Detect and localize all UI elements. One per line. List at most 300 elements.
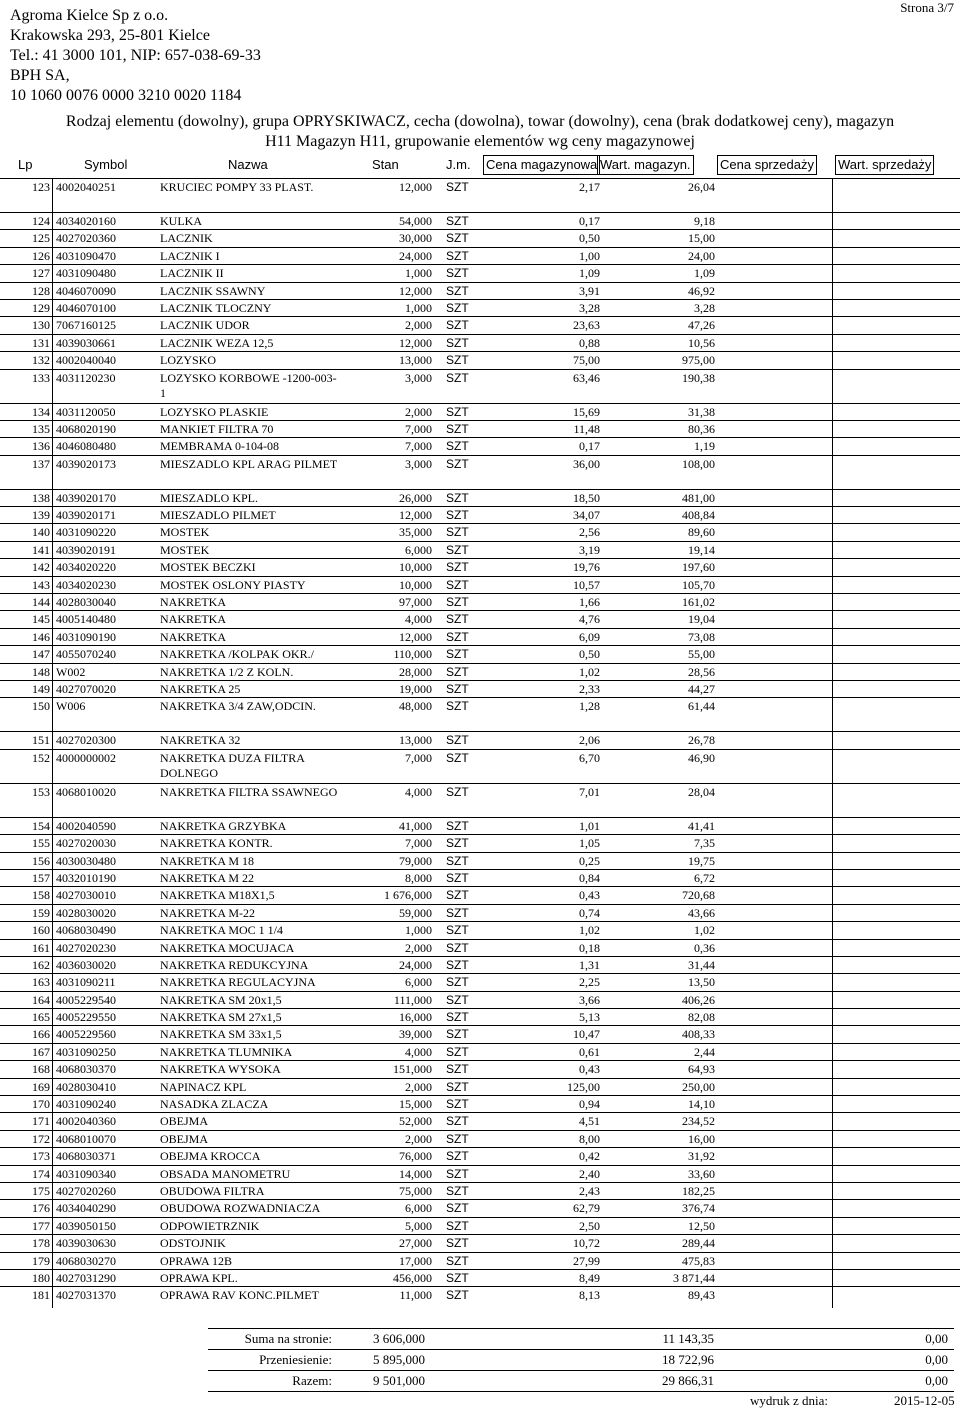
row-nazwa: MIESZADLO PILMET: [160, 508, 276, 523]
table-row: [0, 576, 960, 593]
table-row: [0, 489, 960, 506]
row-lp: 144: [32, 595, 50, 610]
table-row: [0, 817, 960, 834]
row-symbol: 4068010070: [56, 1131, 116, 1146]
row-nazwa: NAKRETKA: [160, 612, 226, 627]
row-cena-mag: 6,70: [579, 750, 600, 765]
row-wart-mag: 43,66: [688, 905, 715, 920]
row-jm: SZT: [446, 404, 469, 419]
row-nazwa: MANKIET FILTRA 70: [160, 421, 274, 436]
table-row: [0, 610, 960, 627]
row-cena-mag: 1,02: [579, 923, 600, 938]
row-lp: 164: [32, 992, 50, 1007]
row-jm: SZT: [446, 905, 469, 920]
row-symbol: 4027070020: [56, 681, 116, 696]
row-stan: 2,000: [405, 1079, 432, 1094]
company-name: Agroma Kielce Sp z o.o.: [10, 7, 169, 24]
row-wart-mag: 1,02: [694, 923, 715, 938]
table-row: [0, 523, 960, 540]
row-symbol: 4068030490: [56, 923, 116, 938]
row-symbol: 4031090470: [56, 248, 116, 263]
row-jm: SZT: [446, 957, 469, 972]
row-cena-mag: 10,47: [573, 1027, 600, 1042]
row-jm: SZT: [446, 300, 469, 315]
table-row: [0, 886, 960, 903]
row-jm: SZT: [446, 733, 469, 748]
table-row: [0, 282, 960, 299]
row-stan: 15,000: [399, 1097, 432, 1112]
row-symbol: 4028030410: [56, 1079, 116, 1094]
row-stan: 2,000: [405, 940, 432, 955]
report-title: [0, 112, 960, 152]
row-jm: SZT: [446, 1131, 469, 1146]
row-wart-mag: 2,44: [694, 1044, 715, 1059]
items-table: [0, 178, 960, 1304]
row-nazwa: NAKRETKA SM 33x1,5: [160, 1027, 282, 1042]
row-stan: 75,000: [399, 1183, 432, 1198]
row-symbol: 4031090220: [56, 525, 116, 540]
row-cena-mag: 8,00: [579, 1131, 600, 1146]
row-stan: 2,000: [405, 404, 432, 419]
row-lp: 165: [32, 1010, 50, 1025]
row-cena-mag: 3,66: [579, 992, 600, 1007]
row-nazwa: OPRAWA 12B: [160, 1253, 233, 1268]
row-symbol: 4031090240: [56, 1097, 116, 1112]
row-cena-mag: 0,17: [579, 439, 600, 454]
row-wart-mag: 28,04: [688, 784, 715, 799]
row-cena-mag: 1,31: [579, 957, 600, 972]
row-cena-mag: 3,19: [579, 542, 600, 557]
row-jm: SZT: [446, 1236, 469, 1251]
row-symbol: 4068030371: [56, 1149, 116, 1164]
row-stan: 6,000: [405, 1201, 432, 1216]
table-row: [0, 455, 960, 489]
row-jm: SZT: [446, 1027, 469, 1042]
row-cena-mag: 62,79: [573, 1201, 600, 1216]
row-symbol: 4032010190: [56, 870, 116, 885]
row-lp: 130: [32, 318, 50, 333]
row-wart-mag: 408,33: [682, 1027, 715, 1042]
row-wart-mag: 89,43: [688, 1288, 715, 1303]
row-wart-mag: 15,00: [688, 231, 715, 246]
row-jm: SZT: [446, 1010, 469, 1025]
row-lp: 146: [32, 629, 50, 644]
row-wart-mag: 376,74: [682, 1201, 715, 1216]
table-row: [0, 697, 960, 731]
row-wart-mag: 19,04: [688, 612, 715, 627]
row-symbol: 4031090480: [56, 266, 116, 281]
summary-wart: 18 722,96: [662, 1352, 714, 1367]
row-symbol: 4031090250: [56, 1044, 116, 1059]
row-stan: 8,000: [405, 870, 432, 885]
row-cena-mag: 1,00: [579, 248, 600, 263]
row-symbol: 4068030370: [56, 1062, 116, 1077]
column-divider: [832, 178, 833, 1308]
row-lp: 124: [32, 214, 50, 228]
row-nazwa: MOSTEK BECZKI: [160, 560, 256, 575]
row-stan: 35,000: [399, 525, 432, 540]
row-jm: SZT: [446, 870, 469, 885]
row-lp: 148: [32, 664, 50, 679]
row-nazwa: MIESZADLO KPL.: [160, 490, 258, 505]
table-row: [0, 991, 960, 1008]
row-jm: SZT: [446, 283, 469, 298]
row-nazwa: NAKRETKA REGULACYJNA: [160, 975, 316, 990]
row-symbol: 4027031370: [56, 1288, 116, 1303]
row-cena-mag: 0,18: [579, 940, 600, 955]
row-cena-mag: 19,76: [573, 560, 600, 575]
row-lp: 154: [32, 818, 50, 833]
row-lp: 133: [32, 370, 50, 385]
row-lp: 160: [32, 923, 50, 938]
row-symbol: 4046080480: [56, 439, 116, 454]
row-cena-mag: 3,91: [579, 283, 600, 298]
summary-wart: 11 143,35: [662, 1331, 714, 1346]
row-jm: SZT: [446, 836, 469, 851]
summary-label: Przeniesienie:: [259, 1352, 332, 1367]
table-row: [0, 558, 960, 575]
row-wart-mag: 14,10: [688, 1097, 715, 1112]
row-lp: 158: [32, 888, 50, 903]
table-row: [0, 749, 960, 783]
row-jm: SZT: [446, 490, 469, 505]
row-wart-mag: 289,44: [682, 1236, 715, 1251]
row-cena-mag: 0,88: [579, 335, 600, 350]
row-stan: 110,000: [393, 647, 432, 662]
row-jm: SZT: [446, 1079, 469, 1094]
row-nazwa: NAKRETKA M-22: [160, 905, 255, 920]
row-lp: 134: [32, 404, 50, 419]
row-cena-mag: 0,50: [579, 231, 600, 246]
row-jm: SZT: [446, 560, 469, 575]
row-symbol: 4039020171: [56, 508, 116, 523]
table-row: [0, 904, 960, 921]
row-jm: SZT: [446, 992, 469, 1007]
row-cena-mag: 1,05: [579, 836, 600, 851]
row-stan: 1,000: [405, 300, 432, 315]
row-nazwa: NAPINACZ KPL: [160, 1079, 247, 1094]
summary-row: [208, 1370, 954, 1392]
row-cena-mag: 2,06: [579, 733, 600, 748]
row-wart-mag: 41,41: [688, 818, 715, 833]
row-wart-mag: 7,35: [694, 836, 715, 851]
row-nazwa: LACZNIK I: [160, 248, 220, 263]
table-row: [0, 506, 960, 523]
row-lp: 178: [32, 1236, 50, 1251]
table-row: [0, 628, 960, 645]
table-row: [0, 316, 960, 333]
row-cena-mag: 1,28: [579, 699, 600, 714]
row-cena-mag: 2,43: [579, 1183, 600, 1198]
table-row: [0, 1252, 960, 1269]
row-cena-mag: 0,50: [579, 647, 600, 662]
row-jm: SZT: [446, 1270, 469, 1285]
row-nazwa: NAKRETKA GRZYBKA: [160, 818, 287, 833]
table-row: [0, 1095, 960, 1112]
row-symbol: 4034020230: [56, 577, 116, 592]
row-cena-mag: 0,17: [579, 214, 600, 228]
row-stan: 151,000: [393, 1062, 432, 1077]
table-row: [0, 437, 960, 454]
row-cena-mag: 2,17: [579, 180, 600, 194]
table-row: [0, 1147, 960, 1164]
row-lp: 173: [32, 1149, 50, 1164]
row-stan: 1 676,000: [384, 888, 432, 903]
row-jm: SZT: [446, 1044, 469, 1059]
row-wart-mag: 161,02: [682, 595, 715, 610]
column-divider: [52, 178, 53, 1308]
row-stan: 7,000: [405, 750, 432, 765]
row-jm: SZT: [446, 421, 469, 436]
row-jm: SZT: [446, 853, 469, 868]
col-wart-sp: Wart. sprzedaży: [835, 155, 934, 175]
row-stan: 28,000: [399, 664, 432, 679]
row-cena-mag: 10,72: [573, 1236, 600, 1251]
row-nazwa: NAKRETKA KONTR.: [160, 836, 273, 851]
row-lp: 171: [32, 1114, 50, 1129]
row-jm: SZT: [446, 818, 469, 833]
summary-table: [208, 1328, 954, 1392]
row-symbol: 4036030020: [56, 957, 116, 972]
table-row: [0, 680, 960, 697]
row-cena-mag: 8,13: [579, 1288, 600, 1303]
row-symbol: 4039030630: [56, 1236, 116, 1251]
table-row: [0, 541, 960, 558]
row-jm: SZT: [446, 214, 469, 228]
table-row: [0, 403, 960, 420]
row-cena-mag: 2,56: [579, 525, 600, 540]
row-cena-mag: 0,43: [579, 888, 600, 903]
row-symbol: 4034020160: [56, 214, 116, 228]
table-row: [0, 1182, 960, 1199]
row-nazwa: OBUDOWA ROZWADNIACZA: [160, 1201, 321, 1216]
row-symbol: 4027030010: [56, 888, 116, 903]
row-cena-mag: 1,09: [579, 266, 600, 281]
row-stan: 12,000: [399, 335, 432, 350]
row-lp: 169: [32, 1079, 50, 1094]
row-nazwa: MOSTEK: [160, 542, 210, 557]
row-lp: 128: [32, 283, 50, 298]
table-row: [0, 731, 960, 748]
row-nazwa: OBSADA MANOMETRU: [160, 1166, 291, 1181]
row-lp: 127: [32, 266, 50, 281]
row-symbol: 4031120230: [56, 370, 116, 385]
row-symbol: W006: [56, 699, 86, 714]
table-row: [0, 247, 960, 264]
row-jm: SZT: [446, 508, 469, 523]
row-symbol: 7067160125: [56, 318, 116, 333]
row-stan: 12,000: [399, 629, 432, 644]
row-cena-mag: 1,01: [579, 818, 600, 833]
row-wart-mag: 28,56: [688, 664, 715, 679]
row-wart-mag: 190,38: [682, 370, 715, 385]
row-symbol: W002: [56, 664, 86, 679]
row-cena-mag: 3,28: [579, 300, 600, 315]
row-nazwa: KRUCIEC POMPY 33 PLAST.: [160, 180, 314, 194]
row-stan: 24,000: [399, 248, 432, 263]
table-row: [0, 334, 960, 351]
row-cena-mag: 1,66: [579, 595, 600, 610]
row-stan: 59,000: [399, 905, 432, 920]
row-nazwa: NAKRETKA: [160, 595, 226, 610]
table-row: [0, 1025, 960, 1042]
col-nazwa: Nazwa: [228, 157, 268, 172]
row-nazwa: NAKRETKA M 18: [160, 853, 255, 868]
row-symbol: 4002040040: [56, 353, 116, 368]
row-nazwa: MEMBRAMA 0-104-08: [160, 439, 280, 454]
row-symbol: 4031090211: [56, 975, 116, 990]
row-jm: SZT: [446, 888, 469, 903]
row-lp: 140: [32, 525, 50, 540]
row-wart-mag: 19,14: [688, 542, 715, 557]
row-wart-mag: 9,18: [694, 214, 715, 228]
row-lp: 166: [32, 1027, 50, 1042]
row-stan: 79,000: [399, 853, 432, 868]
row-symbol: 4027020260: [56, 1183, 116, 1198]
row-lp: 179: [32, 1253, 50, 1268]
table-row: [0, 264, 960, 281]
row-cena-mag: 6,09: [579, 629, 600, 644]
row-jm: SZT: [446, 439, 469, 454]
table-row: [0, 299, 960, 316]
row-stan: 26,000: [399, 490, 432, 505]
row-lp: 161: [32, 940, 50, 955]
row-wart-mag: 720,68: [682, 888, 715, 903]
row-jm: SZT: [446, 612, 469, 627]
table-row: [0, 351, 960, 368]
table-row: [0, 1130, 960, 1147]
row-stan: 10,000: [399, 560, 432, 575]
row-lp: 157: [32, 870, 50, 885]
row-stan: 3,000: [405, 456, 432, 471]
row-symbol: 4055070240: [56, 647, 116, 662]
table-row: [0, 369, 960, 403]
row-jm: SZT: [446, 923, 469, 938]
row-cena-mag: 0,25: [579, 853, 600, 868]
row-stan: 4,000: [405, 1044, 432, 1059]
table-row: [0, 1112, 960, 1129]
row-stan: 7,000: [405, 421, 432, 436]
row-nazwa: NAKRETKA 3/4 ZAW,ODCIN.: [160, 699, 316, 714]
row-wart-mag: 31,44: [688, 957, 715, 972]
row-stan: 16,000: [399, 1010, 432, 1025]
row-jm: SZT: [446, 1114, 469, 1129]
row-stan: 4,000: [405, 612, 432, 627]
row-wart-mag: 475,83: [682, 1253, 715, 1268]
row-jm: SZT: [446, 335, 469, 350]
row-stan: 10,000: [399, 577, 432, 592]
row-wart-mag: 89,60: [688, 525, 715, 540]
row-lp: 132: [32, 353, 50, 368]
row-nazwa: MIESZADLO KPL ARAG PILMET: [160, 456, 338, 471]
row-symbol: 4034020220: [56, 560, 116, 575]
summary-stan: 9 501,000: [373, 1373, 425, 1388]
row-jm: SZT: [446, 180, 469, 194]
title-line-2: H11 Magazyn H11, grupowanie elementów wg ceny magazynowej: [265, 133, 695, 150]
row-lp: 150: [32, 699, 50, 714]
row-jm: SZT: [446, 318, 469, 333]
row-symbol: 4031120050: [56, 404, 116, 419]
row-symbol: 4031090340: [56, 1166, 116, 1181]
row-wart-mag: 24,00: [688, 248, 715, 263]
row-cena-mag: 18,50: [573, 490, 600, 505]
row-cena-mag: 2,50: [579, 1218, 600, 1233]
row-nazwa: OBEJMA: [160, 1131, 209, 1146]
row-nazwa: LACZNIK WEZA 12,5: [160, 335, 274, 350]
table-row: [0, 783, 960, 817]
row-symbol: 4005229560: [56, 1027, 116, 1042]
row-stan: 7,000: [405, 836, 432, 851]
print-date: 2015-12-05: [894, 1393, 955, 1408]
table-row: [0, 1078, 960, 1095]
row-nazwa: NAKRETKA MOC 1 1/4: [160, 923, 284, 938]
row-cena-mag: 36,00: [573, 456, 600, 471]
summary-row: [208, 1349, 954, 1370]
row-lp: 138: [32, 490, 50, 505]
row-lp: 172: [32, 1131, 50, 1146]
row-stan: 12,000: [399, 283, 432, 298]
table-row: [0, 229, 960, 246]
row-jm: SZT: [446, 1253, 469, 1268]
row-cena-mag: 7,01: [579, 784, 600, 799]
row-wart-mag: 481,00: [682, 490, 715, 505]
table-row: [0, 663, 960, 680]
row-symbol: 4046070100: [56, 300, 116, 315]
row-nazwa: NAKRETKA 1/2 Z KOLN.: [160, 664, 294, 679]
row-wart-mag: 105,70: [682, 577, 715, 592]
table-row: [0, 593, 960, 610]
table-row: [0, 1165, 960, 1182]
row-jm: SZT: [446, 750, 469, 765]
row-stan: 52,000: [399, 1114, 432, 1129]
row-jm: SZT: [446, 1183, 469, 1198]
row-symbol: 4030030480: [56, 853, 116, 868]
row-lp: 143: [32, 577, 50, 592]
column-header-row: [0, 155, 960, 175]
row-jm: SZT: [446, 699, 469, 714]
row-symbol: 4031090190: [56, 629, 116, 644]
row-symbol: 4005229540: [56, 992, 116, 1007]
row-lp: 180: [32, 1270, 50, 1285]
row-cena-mag: 27,99: [573, 1253, 600, 1268]
row-wart-mag: 250,00: [682, 1079, 715, 1094]
row-nazwa: ODSTOJNIK: [160, 1236, 226, 1251]
row-symbol: 4002040251: [56, 180, 116, 194]
row-stan: 2,000: [405, 1131, 432, 1146]
row-cena-mag: 11,48: [573, 421, 600, 436]
row-symbol: 4027020360: [56, 231, 116, 246]
row-symbol: 4028030020: [56, 905, 116, 920]
row-jm: SZT: [446, 577, 469, 592]
row-nazwa: NAKRETKA: [160, 629, 226, 644]
row-cena-mag: 0,84: [579, 870, 600, 885]
row-cena-mag: 75,00: [573, 353, 600, 368]
row-jm: SZT: [446, 1149, 469, 1164]
row-jm: SZT: [446, 266, 469, 281]
row-cena-mag: 15,69: [573, 404, 600, 419]
row-jm: SZT: [446, 231, 469, 246]
row-nazwa: NAKRETKA M 22: [160, 870, 255, 885]
company-bank: BPH SA,: [10, 67, 70, 84]
row-jm: SZT: [446, 784, 469, 799]
row-stan: 1,000: [405, 266, 432, 281]
row-cena-mag: 8,49: [579, 1270, 600, 1285]
row-stan: 27,000: [399, 1236, 432, 1251]
row-wart-mag: 1,19: [694, 439, 715, 454]
summary-wart: 29 866,31: [662, 1373, 714, 1388]
row-jm: SZT: [446, 525, 469, 540]
row-cena-mag: 0,43: [579, 1062, 600, 1077]
